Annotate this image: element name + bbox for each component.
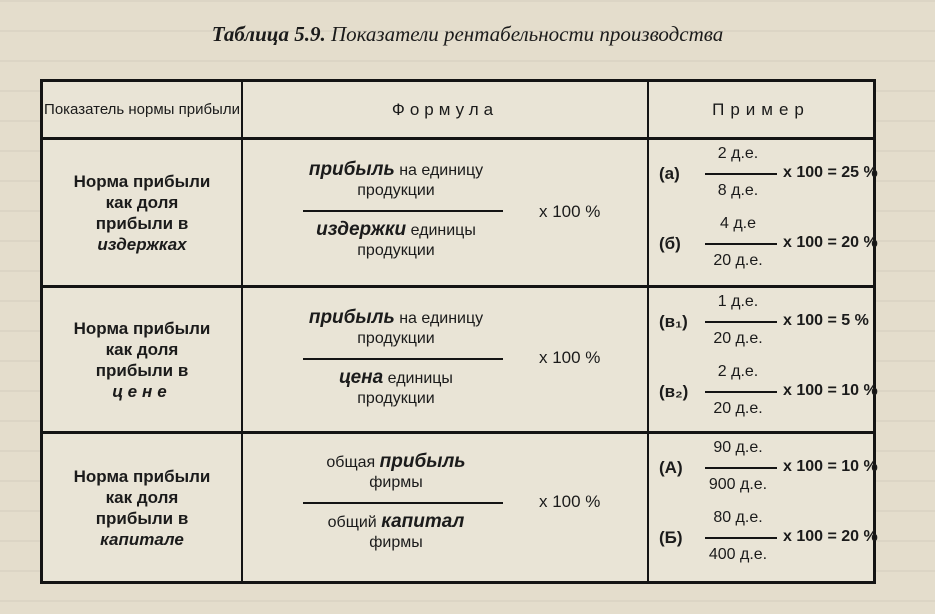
table-row xyxy=(43,434,878,581)
example-denominator: 400 д.е. xyxy=(708,546,768,563)
example-item xyxy=(649,506,878,574)
formula-key-term: цена xyxy=(339,367,384,388)
example-cell xyxy=(649,288,878,431)
example-cell xyxy=(649,140,878,285)
fraction-bar xyxy=(705,173,777,175)
formula-text: на единицу xyxy=(399,162,484,179)
indicator-key: капитале xyxy=(100,529,184,549)
indicator-key: издержках xyxy=(97,234,187,254)
example-numerator: 4 д.е xyxy=(719,215,757,232)
example-item xyxy=(649,436,878,504)
indicator-line: как доля xyxy=(105,339,179,359)
fraction-bar xyxy=(303,210,503,212)
formula-text: продукции xyxy=(357,330,435,347)
fraction-bar xyxy=(705,467,777,469)
formula-key-term: издержки xyxy=(316,219,407,240)
indicator-line: Норма прибыли xyxy=(73,466,211,486)
formula-key-term: прибыль xyxy=(308,307,395,328)
indicator-line: Норма прибыли xyxy=(73,171,211,191)
formula-multiplier: x 100 % xyxy=(539,348,601,367)
example-result: x 100 = 20 % xyxy=(783,234,878,251)
example-numerator: 80 д.е. xyxy=(713,509,763,526)
formula-numerator xyxy=(291,308,501,349)
example-tag: (б) xyxy=(659,234,681,253)
example-tag: (в₂) xyxy=(659,382,689,401)
indicator-cell xyxy=(43,434,241,581)
indicator-line: прибыли в xyxy=(95,213,189,233)
header-indicator: Показатель нормы прибыли xyxy=(44,100,240,118)
fraction-bar xyxy=(705,321,777,323)
example-numerator: 2 д.е. xyxy=(717,145,759,162)
formula-cell xyxy=(243,288,647,431)
fraction-bar xyxy=(303,502,503,504)
fraction-bar xyxy=(705,391,777,393)
example-denominator: 900 д.е. xyxy=(708,476,768,493)
indicator-cell xyxy=(43,140,241,285)
formula-text: продукции xyxy=(357,242,435,259)
caption-title: Показатели рентабельности производства xyxy=(330,22,724,46)
header-example: Пример xyxy=(712,99,810,119)
caption-label: Таблица 5.9. xyxy=(211,22,326,46)
example-numerator: 1 д.е. xyxy=(717,293,759,310)
example-numerator: 90 д.е. xyxy=(713,439,763,456)
fraction-bar xyxy=(303,358,503,360)
indicator-line: как доля xyxy=(105,487,179,507)
indicator-line: прибыли в xyxy=(95,508,189,528)
formula-text: продукции xyxy=(357,182,435,199)
formula-denominator xyxy=(291,220,501,261)
formula-text: продукции xyxy=(357,390,435,407)
example-denominator: 8 д.е. xyxy=(717,182,759,199)
indicator-key: цене xyxy=(112,381,172,401)
formula-text: единицы xyxy=(387,370,453,387)
example-denominator: 20 д.е. xyxy=(713,330,763,347)
example-denominator: 20 д.е. xyxy=(713,252,763,269)
formula-numerator xyxy=(291,452,501,493)
formula-text: фирмы xyxy=(369,534,423,551)
example-result: x 100 = 10 % xyxy=(783,382,878,399)
formula-denominator xyxy=(291,368,501,409)
indicator-line: как доля xyxy=(105,192,179,212)
formula-multiplier: x 100 % xyxy=(539,492,601,511)
example-tag: (а) xyxy=(659,164,680,183)
formula-cell xyxy=(243,140,647,285)
formula-text: общий xyxy=(327,514,377,531)
example-cell xyxy=(649,434,878,581)
formula-multiplier: x 100 % xyxy=(539,202,601,221)
example-item xyxy=(649,290,873,358)
formula-text: фирмы xyxy=(369,474,423,491)
formula-cell xyxy=(243,434,647,581)
example-result: x 100 = 5 % xyxy=(783,312,869,329)
example-item xyxy=(649,360,878,428)
indicator-line: прибыли в xyxy=(95,360,189,380)
formula-key-term: прибыль xyxy=(308,159,395,180)
example-numerator: 2 д.е. xyxy=(717,363,759,380)
formula-numerator xyxy=(291,160,501,201)
fraction-bar xyxy=(705,537,777,539)
example-tag: (А) xyxy=(659,458,683,477)
example-result: x 100 = 20 % xyxy=(783,528,878,545)
table-caption xyxy=(0,22,935,47)
table-header xyxy=(43,82,873,140)
example-tag: (Б) xyxy=(659,528,683,547)
profitability-table xyxy=(40,79,876,584)
formula-text: единицы xyxy=(410,222,476,239)
example-item xyxy=(649,212,878,280)
example-item xyxy=(649,142,878,210)
example-result: x 100 = 25 % xyxy=(783,164,878,181)
indicator-line: Норма прибыли xyxy=(73,318,211,338)
fraction-bar xyxy=(705,243,777,245)
formula-denominator xyxy=(291,512,501,553)
table-row xyxy=(43,288,878,434)
formula-key-term: капитал xyxy=(381,511,465,532)
formula-text: общая xyxy=(326,454,376,471)
table-row xyxy=(43,140,878,288)
formula-text: на единицу xyxy=(399,310,484,327)
example-result: x 100 = 10 % xyxy=(783,458,878,475)
formula-key-term: прибыль xyxy=(379,451,466,472)
header-formula: Формула xyxy=(391,99,499,119)
example-denominator: 20 д.е. xyxy=(713,400,763,417)
indicator-cell xyxy=(43,288,241,431)
example-tag: (в₁) xyxy=(659,312,688,331)
